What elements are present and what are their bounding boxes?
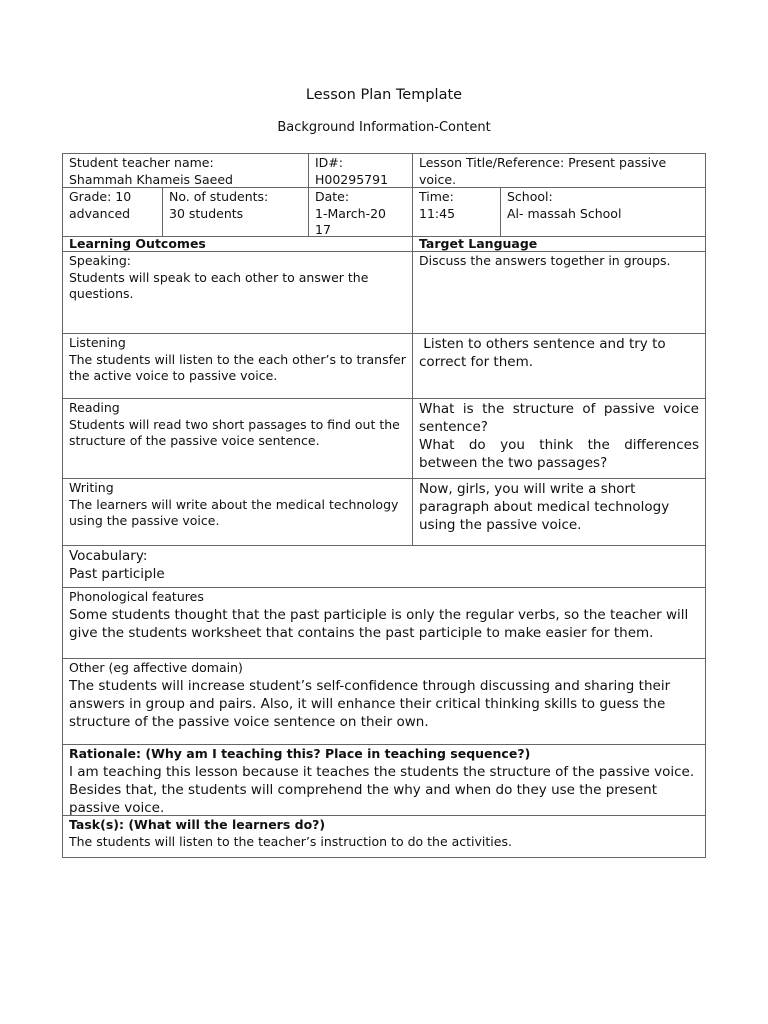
reading-target-1: What is the structure of passive voice sentence? bbox=[419, 401, 699, 435]
speaking-target-text: Discuss the answers together in groups. bbox=[419, 253, 671, 268]
writing-target-text: Now, girls, you will write a short paragraph about medical technology using the passive voice. bbox=[419, 481, 670, 533]
target-language-header bbox=[412, 236, 706, 252]
phonological-label: Phonological features bbox=[69, 589, 204, 604]
learning-outcomes-header-text: Learning Outcomes bbox=[69, 236, 206, 251]
page-title: Lesson Plan Template bbox=[305, 87, 463, 103]
speaking-target-cell bbox=[412, 251, 706, 334]
vocabulary-label: Vocabulary: bbox=[69, 548, 148, 564]
date-label: Date: bbox=[315, 189, 350, 204]
tasks-cell bbox=[62, 815, 706, 858]
listening-target-cell bbox=[412, 333, 706, 399]
date-value: 1-March-2017 bbox=[315, 205, 386, 237]
speaking-cell bbox=[62, 251, 413, 334]
id-cell bbox=[308, 153, 413, 188]
other-text: The students will increase student’s self-confidence through discussing and sharing their answers in group and pairs. Also, it will enhance their critical thinking skills to guess the structure of the passive voice sentence on their own. bbox=[69, 677, 671, 730]
time-label: Time: bbox=[419, 189, 454, 204]
tasks-text: The students will listen to the teacher’s instruction to do the activities. bbox=[69, 833, 512, 849]
tasks-label: Task(s): (What will the learners do?) bbox=[69, 817, 326, 832]
grade-cell bbox=[62, 187, 163, 237]
rationale-cell bbox=[62, 744, 706, 816]
reading-cell bbox=[62, 398, 413, 479]
rationale-text: I am teaching this lesson because it teaches the students the structure of the passive voice. Besides that, the students will comprehend the why and when do they use the present passive voice. bbox=[69, 763, 695, 816]
page-subtitle: Background Information-Content bbox=[277, 120, 491, 135]
vocabulary-cell bbox=[62, 545, 706, 588]
phonological-cell bbox=[62, 587, 706, 659]
other-label: Other (eg affective domain) bbox=[69, 660, 243, 675]
writing-label: Writing bbox=[69, 480, 114, 495]
student-teacher-value: Shammah Khameis Saeed bbox=[69, 171, 233, 187]
vocabulary-text: Past participle bbox=[69, 566, 165, 582]
school-label: School: bbox=[507, 189, 553, 204]
writing-cell bbox=[62, 478, 413, 546]
id-label: ID#: bbox=[315, 155, 343, 170]
target-language-header-text: Target Language bbox=[419, 236, 538, 251]
lesson-title-label: Lesson Title/Reference: Present passive voice. bbox=[419, 155, 667, 187]
num-students-cell bbox=[162, 187, 309, 237]
time-cell bbox=[412, 187, 501, 237]
time-value: 11:45 bbox=[419, 205, 456, 221]
grade-text: Grade: 10 advanced bbox=[69, 189, 132, 221]
writing-target-cell bbox=[412, 478, 706, 546]
listening-cell bbox=[62, 333, 413, 399]
listening-target-text: Listen to others sentence and try to correct for them. bbox=[419, 336, 670, 370]
reading-target-cell bbox=[412, 398, 706, 479]
id-value: H00295791 bbox=[315, 171, 389, 187]
student-teacher-cell bbox=[62, 153, 309, 188]
reading-text: Students will read two short passages to find out the structure of the passive voice sentence. bbox=[69, 416, 400, 448]
speaking-text: Students will speak to each other to answer the questions. bbox=[69, 269, 369, 301]
reading-label: Reading bbox=[69, 400, 120, 415]
rationale-label: Rationale: (Why am I teaching this? Place in teaching sequence?) bbox=[69, 746, 531, 761]
listening-text: The students will listen to the each other’s to transfer the active voice to passive voice. bbox=[69, 351, 406, 383]
phonological-text: Some students thought that the past participle is only the regular verbs, so the teacher will give the students worksheet that contains the past participle to make easier for them. bbox=[69, 606, 689, 641]
school-cell bbox=[500, 187, 706, 237]
num-students-value: 30 students bbox=[169, 205, 244, 221]
speaking-label: Speaking: bbox=[69, 253, 131, 268]
listening-label: Listening bbox=[69, 335, 126, 350]
student-teacher-label: Student teacher name: bbox=[69, 155, 214, 170]
date-cell bbox=[308, 187, 413, 237]
reading-target-2: What do you think the differences between the two passages? bbox=[419, 437, 699, 471]
other-cell bbox=[62, 658, 706, 745]
lesson-title-cell bbox=[412, 153, 706, 188]
writing-text: The learners will write about the medical technology using the passive voice. bbox=[69, 496, 399, 528]
school-value: Al- massah School bbox=[507, 205, 622, 221]
learning-outcomes-header bbox=[62, 236, 413, 252]
num-students-label: No. of students: bbox=[169, 189, 269, 204]
